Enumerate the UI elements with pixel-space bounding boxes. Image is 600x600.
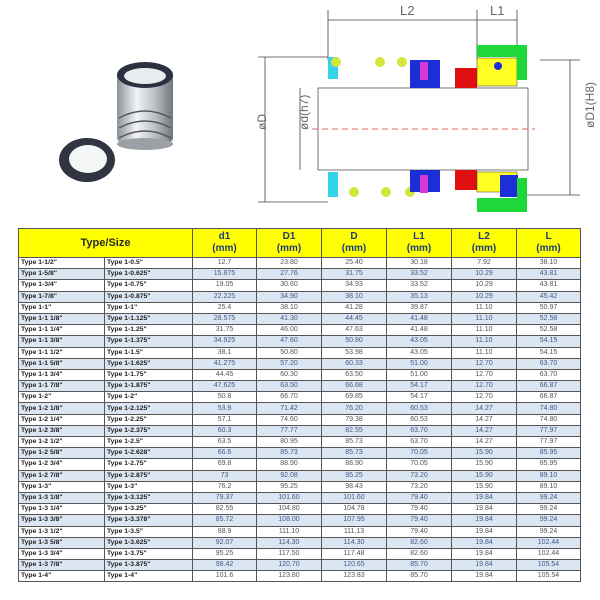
cell-b: Type 1-0.5" — [105, 258, 193, 269]
cell-d1: 41.275 — [193, 358, 257, 369]
label-d1: øD1(H8) — [583, 81, 597, 128]
cell-d: 107.95 — [322, 515, 387, 526]
cell-l: 54.15 — [517, 336, 581, 347]
cell-l1: 73.20 — [387, 470, 452, 481]
cell-b: Type 1-4" — [105, 571, 193, 582]
cell-b: Type 1-3.875" — [105, 560, 193, 571]
cell-l1: 43.05 — [387, 336, 452, 347]
cell-l: 89.10 — [517, 481, 581, 492]
cell-b: Type 1-2.125" — [105, 403, 193, 414]
cell-l2: 11.10 — [452, 347, 517, 358]
cell-l: 43.81 — [517, 280, 581, 291]
cell-l: 102.44 — [517, 548, 581, 559]
cell-a: Type 1-1 1/2" — [19, 347, 105, 358]
cell-d1: 117.50 — [257, 548, 322, 559]
label-l1: L1 — [490, 3, 505, 18]
table-row — [19, 358, 581, 369]
table-row — [19, 347, 581, 358]
cell-b: Type 1-2.375" — [105, 425, 193, 436]
cell-l1: 73.20 — [387, 481, 452, 492]
cell-d: 88.90 — [322, 459, 387, 470]
cell-d1: 77.77 — [257, 425, 322, 436]
cell-a: Type 1-1 7/8" — [19, 381, 105, 392]
cell-d: 123.83 — [322, 571, 387, 582]
cell-a: Type 1-7/8" — [19, 291, 105, 302]
table-row — [19, 537, 581, 548]
cell-d1: 12.7 — [193, 258, 257, 269]
cell-d: 76.20 — [322, 403, 387, 414]
cell-b: Type 1-1.125" — [105, 313, 193, 324]
table-row — [19, 470, 581, 481]
cell-l: 63.70 — [517, 358, 581, 369]
cell-l1: 79.40 — [387, 515, 452, 526]
cell-a: Type 1-2 1/8" — [19, 403, 105, 414]
seal-dimensions-table — [18, 228, 581, 582]
cell-l1: 60.53 — [387, 414, 452, 425]
header-D1: D1 (mm) — [257, 229, 322, 258]
cell-d1: 30.60 — [257, 280, 322, 291]
cell-b: Type 1-3.625" — [105, 537, 193, 548]
cell-d: 31.75 — [322, 269, 387, 280]
cell-l1: 30.18 — [387, 258, 452, 269]
cell-l2: 19.84 — [452, 504, 517, 515]
cell-l: 99.24 — [517, 492, 581, 503]
cell-l2: 19.84 — [452, 537, 517, 548]
cell-d1: 101.6 — [193, 571, 257, 582]
cell-d1: 123.80 — [257, 571, 322, 582]
cell-l: 77.97 — [517, 425, 581, 436]
table-row — [19, 291, 581, 302]
table-row — [19, 336, 581, 347]
table-row — [19, 515, 581, 526]
cell-b: Type 1-3.378" — [105, 515, 193, 526]
cell-a: Type 1-3 1/4" — [19, 504, 105, 515]
cell-d1: 80.95 — [257, 437, 322, 448]
cell-b: Type 1-3.75" — [105, 548, 193, 559]
cell-l2: 14.27 — [452, 425, 517, 436]
cell-b: Type 1-2.5" — [105, 437, 193, 448]
cell-a: Type 1-1" — [19, 302, 105, 313]
cell-l: 99.24 — [517, 526, 581, 537]
cell-l1: 51.00 — [387, 358, 452, 369]
cell-l: 102.44 — [517, 537, 581, 548]
seal-cross-section-diagram — [240, 0, 600, 225]
cell-d1: 50.8 — [193, 392, 257, 403]
mechanical-seal-image — [59, 62, 173, 182]
cell-l: 54.15 — [517, 347, 581, 358]
table-row — [19, 481, 581, 492]
cell-d1: 69.8 — [193, 459, 257, 470]
cell-l1: 63.70 — [387, 425, 452, 436]
cell-a: Type 1-2 7/8" — [19, 470, 105, 481]
cell-d1: 66.6 — [193, 448, 257, 459]
cell-b: Type 1-2" — [105, 392, 193, 403]
table-row — [19, 313, 581, 324]
cell-b: Type 1-2.628" — [105, 448, 193, 459]
cell-l: 52.58 — [517, 325, 581, 336]
cell-a: Type 1-3" — [19, 481, 105, 492]
cell-l1: 63.70 — [387, 437, 452, 448]
table-row — [19, 560, 581, 571]
cell-l: 52.58 — [517, 313, 581, 324]
cell-l2: 12.70 — [452, 358, 517, 369]
cell-l: 45.42 — [517, 291, 581, 302]
cell-l2: 19.84 — [452, 492, 517, 503]
cell-l2: 19.84 — [452, 571, 517, 582]
cell-l: 74.80 — [517, 403, 581, 414]
header-L: L (mm) — [517, 229, 581, 258]
cell-d: 82.55 — [322, 425, 387, 436]
cell-d1: 98.42 — [193, 560, 257, 571]
cell-d: 85.73 — [322, 448, 387, 459]
cell-a: Type 1-3 1/8" — [19, 492, 105, 503]
cell-d1: 60.3 — [193, 425, 257, 436]
cell-d: 69.85 — [322, 392, 387, 403]
cell-l: 99.24 — [517, 515, 581, 526]
cell-b: Type 1-3.25" — [105, 504, 193, 515]
cell-d1: 44.45 — [193, 369, 257, 380]
cell-b: Type 1-3.5" — [105, 526, 193, 537]
cell-d: 79.38 — [322, 414, 387, 425]
cell-l2: 11.10 — [452, 336, 517, 347]
cell-d1: 114.30 — [257, 537, 322, 548]
cell-b: Type 1-1" — [105, 302, 193, 313]
cell-d1: 92.07 — [193, 537, 257, 548]
cell-b: Type 1-2.875" — [105, 470, 193, 481]
cell-d: 53.98 — [322, 347, 387, 358]
cell-l1: 54.17 — [387, 381, 452, 392]
cell-l2: 19.84 — [452, 515, 517, 526]
table-row — [19, 280, 581, 291]
label-d-shaft: ød(h7) — [297, 94, 311, 130]
cell-d1: 104.80 — [257, 504, 322, 515]
table-row — [19, 392, 581, 403]
cell-a: Type 1-1 1/4" — [19, 325, 105, 336]
cell-a: Type 1-3 5/8" — [19, 537, 105, 548]
table-row — [19, 571, 581, 582]
header-L1: L1 (mm) — [387, 229, 452, 258]
cell-d1: 47.625 — [193, 381, 257, 392]
cell-d1: 66.70 — [257, 392, 322, 403]
cell-l1: 60.53 — [387, 403, 452, 414]
cell-l: 43.81 — [517, 269, 581, 280]
cell-l1: 39.87 — [387, 302, 452, 313]
cell-l2: 12.70 — [452, 392, 517, 403]
cell-l2: 14.27 — [452, 414, 517, 425]
cell-l: 38.10 — [517, 258, 581, 269]
cell-b: Type 1-2.25" — [105, 414, 193, 425]
cell-d1: 120.70 — [257, 560, 322, 571]
cell-d: 60.33 — [322, 358, 387, 369]
cell-l1: 79.40 — [387, 492, 452, 503]
cell-d1: 95.25 — [193, 548, 257, 559]
cell-l2: 12.70 — [452, 381, 517, 392]
cell-l2: 10.29 — [452, 291, 517, 302]
cell-b: Type 1-2.75" — [105, 459, 193, 470]
table-row — [19, 414, 581, 425]
cell-l: 105.54 — [517, 560, 581, 571]
cell-d1: 22.225 — [193, 291, 257, 302]
cell-d1: 34.925 — [193, 336, 257, 347]
cell-l: 85.95 — [517, 448, 581, 459]
table-row — [19, 526, 581, 537]
cell-l2: 7.92 — [452, 258, 517, 269]
cell-d: 120.65 — [322, 560, 387, 571]
cell-l1: 51.00 — [387, 369, 452, 380]
table-row — [19, 325, 581, 336]
cell-d1: 63.50 — [257, 381, 322, 392]
cell-d: 98.43 — [322, 481, 387, 492]
cell-a: Type 1-3 1/2" — [19, 526, 105, 537]
cell-l1: 70.05 — [387, 448, 452, 459]
cell-a: Type 1-2 1/4" — [19, 414, 105, 425]
cell-d1: 25.4 — [193, 302, 257, 313]
table-row — [19, 369, 581, 380]
cell-l2: 11.10 — [452, 313, 517, 324]
table-row — [19, 504, 581, 515]
table-row — [19, 381, 581, 392]
cell-a: Type 1-1 3/8" — [19, 336, 105, 347]
table-row — [19, 437, 581, 448]
cell-l2: 14.27 — [452, 437, 517, 448]
cell-l: 99.24 — [517, 504, 581, 515]
cell-d: 47.63 — [322, 325, 387, 336]
cell-d1: 79.37 — [193, 492, 257, 503]
cell-d1: 31.75 — [193, 325, 257, 336]
cell-d: 95.25 — [322, 470, 387, 481]
header-D: D (mm) — [322, 229, 387, 258]
table-header-row — [19, 229, 581, 258]
cell-l1: 43.05 — [387, 347, 452, 358]
cell-d1: 76.2 — [193, 481, 257, 492]
cell-l: 89.10 — [517, 470, 581, 481]
cell-b: Type 1-0.875" — [105, 291, 193, 302]
cell-l1: 85.70 — [387, 571, 452, 582]
cell-d1: 85.73 — [257, 448, 322, 459]
cell-d1: 71.42 — [257, 403, 322, 414]
header-d1: d1 (mm) — [193, 229, 257, 258]
cell-b: Type 1-1.5" — [105, 347, 193, 358]
cell-l1: 41.48 — [387, 313, 452, 324]
cell-d: 85.73 — [322, 437, 387, 448]
cell-l2: 10.29 — [452, 280, 517, 291]
cell-l2: 19.84 — [452, 548, 517, 559]
cell-l: 105.54 — [517, 571, 581, 582]
cell-a: Type 1-1 3/4" — [19, 369, 105, 380]
cell-b: Type 1-0.625" — [105, 269, 193, 280]
cell-d1: 88.9 — [193, 526, 257, 537]
table-row — [19, 448, 581, 459]
product-photo — [0, 0, 250, 222]
cell-l1: 85.70 — [387, 560, 452, 571]
cell-d1: 53.9 — [193, 403, 257, 414]
cell-l1: 33.52 — [387, 280, 452, 291]
cell-l2: 12.70 — [452, 369, 517, 380]
cell-l1: 35.13 — [387, 291, 452, 302]
cell-d: 114.30 — [322, 537, 387, 548]
cell-d1: 19.05 — [193, 280, 257, 291]
header-L2: L2 (mm) — [452, 229, 517, 258]
cell-a: Type 1-3 3/4" — [19, 548, 105, 559]
cell-l: 85.95 — [517, 459, 581, 470]
cell-d1: 95.25 — [257, 481, 322, 492]
cell-d: 117.48 — [322, 548, 387, 559]
cell-d1: 27.76 — [257, 269, 322, 280]
cell-l1: 82.60 — [387, 548, 452, 559]
cell-l2: 19.84 — [452, 526, 517, 537]
cell-l1: 70.05 — [387, 459, 452, 470]
cell-a: Type 1-2 1/2" — [19, 437, 105, 448]
cell-l2: 10.29 — [452, 269, 517, 280]
header-type-size: Type/Size — [19, 229, 193, 258]
cell-b: Type 1-1.25" — [105, 325, 193, 336]
cell-d1: 101.60 — [257, 492, 322, 503]
cell-d1: 34.90 — [257, 291, 322, 302]
cell-a: Type 1-3/4" — [19, 280, 105, 291]
cell-b: Type 1-3.125" — [105, 492, 193, 503]
cell-d: 25.40 — [322, 258, 387, 269]
cell-d: 34.93 — [322, 280, 387, 291]
cell-d: 104.78 — [322, 504, 387, 515]
label-d-outer: øD — [255, 114, 269, 130]
cell-l2: 15.90 — [452, 470, 517, 481]
cell-d1: 15.875 — [193, 269, 257, 280]
cell-l2: 14.27 — [452, 403, 517, 414]
cell-l: 66.87 — [517, 392, 581, 403]
cell-a: Type 1-4" — [19, 571, 105, 582]
cell-d: 44.45 — [322, 313, 387, 324]
cell-l1: 82.60 — [387, 537, 452, 548]
cell-d1: 85.72 — [193, 515, 257, 526]
table-row — [19, 492, 581, 503]
cell-a: Type 1-3 7/8" — [19, 560, 105, 571]
cell-d1: 47.60 — [257, 336, 322, 347]
cell-l1: 79.40 — [387, 504, 452, 515]
label-l2: L2 — [400, 3, 415, 18]
cell-b: Type 1-3" — [105, 481, 193, 492]
cell-d1: 108.00 — [257, 515, 322, 526]
cell-b: Type 1-1.75" — [105, 369, 193, 380]
table-row — [19, 302, 581, 313]
table-row — [19, 269, 581, 280]
cell-d: 66.68 — [322, 381, 387, 392]
cell-d1: 111.10 — [257, 526, 322, 537]
cell-d1: 73 — [193, 470, 257, 481]
cell-d: 38.10 — [322, 291, 387, 302]
cell-d1: 88.90 — [257, 459, 322, 470]
cell-d1: 57.20 — [257, 358, 322, 369]
cell-l1: 33.52 — [387, 269, 452, 280]
cell-l: 74.80 — [517, 414, 581, 425]
cell-d1: 28.575 — [193, 313, 257, 324]
cell-l2: 15.90 — [452, 459, 517, 470]
cell-a: Type 1-1 1/8" — [19, 313, 105, 324]
table-row — [19, 459, 581, 470]
cell-d: 111.13 — [322, 526, 387, 537]
cell-l1: 79.40 — [387, 526, 452, 537]
cell-l1: 41.48 — [387, 325, 452, 336]
cell-d1: 23.80 — [257, 258, 322, 269]
table-row — [19, 425, 581, 436]
cell-d1: 82.55 — [193, 504, 257, 515]
table-row — [19, 403, 581, 414]
cell-l: 50.97 — [517, 302, 581, 313]
cell-b: Type 1-0.75" — [105, 280, 193, 291]
cell-l2: 11.10 — [452, 302, 517, 313]
cell-b: Type 1-1.375" — [105, 336, 193, 347]
cell-a: Type 1-3 3/8" — [19, 515, 105, 526]
cell-d: 41.28 — [322, 302, 387, 313]
cell-d1: 41.30 — [257, 313, 322, 324]
cell-d1: 46.00 — [257, 325, 322, 336]
cell-a: Type 1-5/8" — [19, 269, 105, 280]
cell-d1: 50.80 — [257, 347, 322, 358]
cell-d1: 57.1 — [193, 414, 257, 425]
cell-l2: 15.90 — [452, 481, 517, 492]
cell-d: 63.50 — [322, 369, 387, 380]
cell-a: Type 1-1/2" — [19, 258, 105, 269]
cell-d1: 38.1 — [193, 347, 257, 358]
cell-d1: 63.5 — [193, 437, 257, 448]
cell-d1: 38.10 — [257, 302, 322, 313]
cell-a: Type 1-2 5/8" — [19, 448, 105, 459]
cell-d1: 92.08 — [257, 470, 322, 481]
cell-d: 50.80 — [322, 336, 387, 347]
cell-d: 101.60 — [322, 492, 387, 503]
cell-l2: 11.10 — [452, 325, 517, 336]
table-row — [19, 258, 581, 269]
table-row — [19, 548, 581, 559]
cell-l: 66.87 — [517, 381, 581, 392]
cell-b: Type 1-1.625" — [105, 358, 193, 369]
cell-l2: 15.90 — [452, 448, 517, 459]
cell-d1: 60.30 — [257, 369, 322, 380]
cell-l: 63.70 — [517, 369, 581, 380]
cell-a: Type 1-2" — [19, 392, 105, 403]
cell-a: Type 1-2 3/4" — [19, 459, 105, 470]
cell-a: Type 1-1 5/8" — [19, 358, 105, 369]
cell-l1: 54.17 — [387, 392, 452, 403]
cell-l: 77.97 — [517, 437, 581, 448]
cell-l2: 19.84 — [452, 560, 517, 571]
cell-a: Type 1-2 3/8" — [19, 425, 105, 436]
cell-d1: 74.60 — [257, 414, 322, 425]
cell-b: Type 1-1.875" — [105, 381, 193, 392]
